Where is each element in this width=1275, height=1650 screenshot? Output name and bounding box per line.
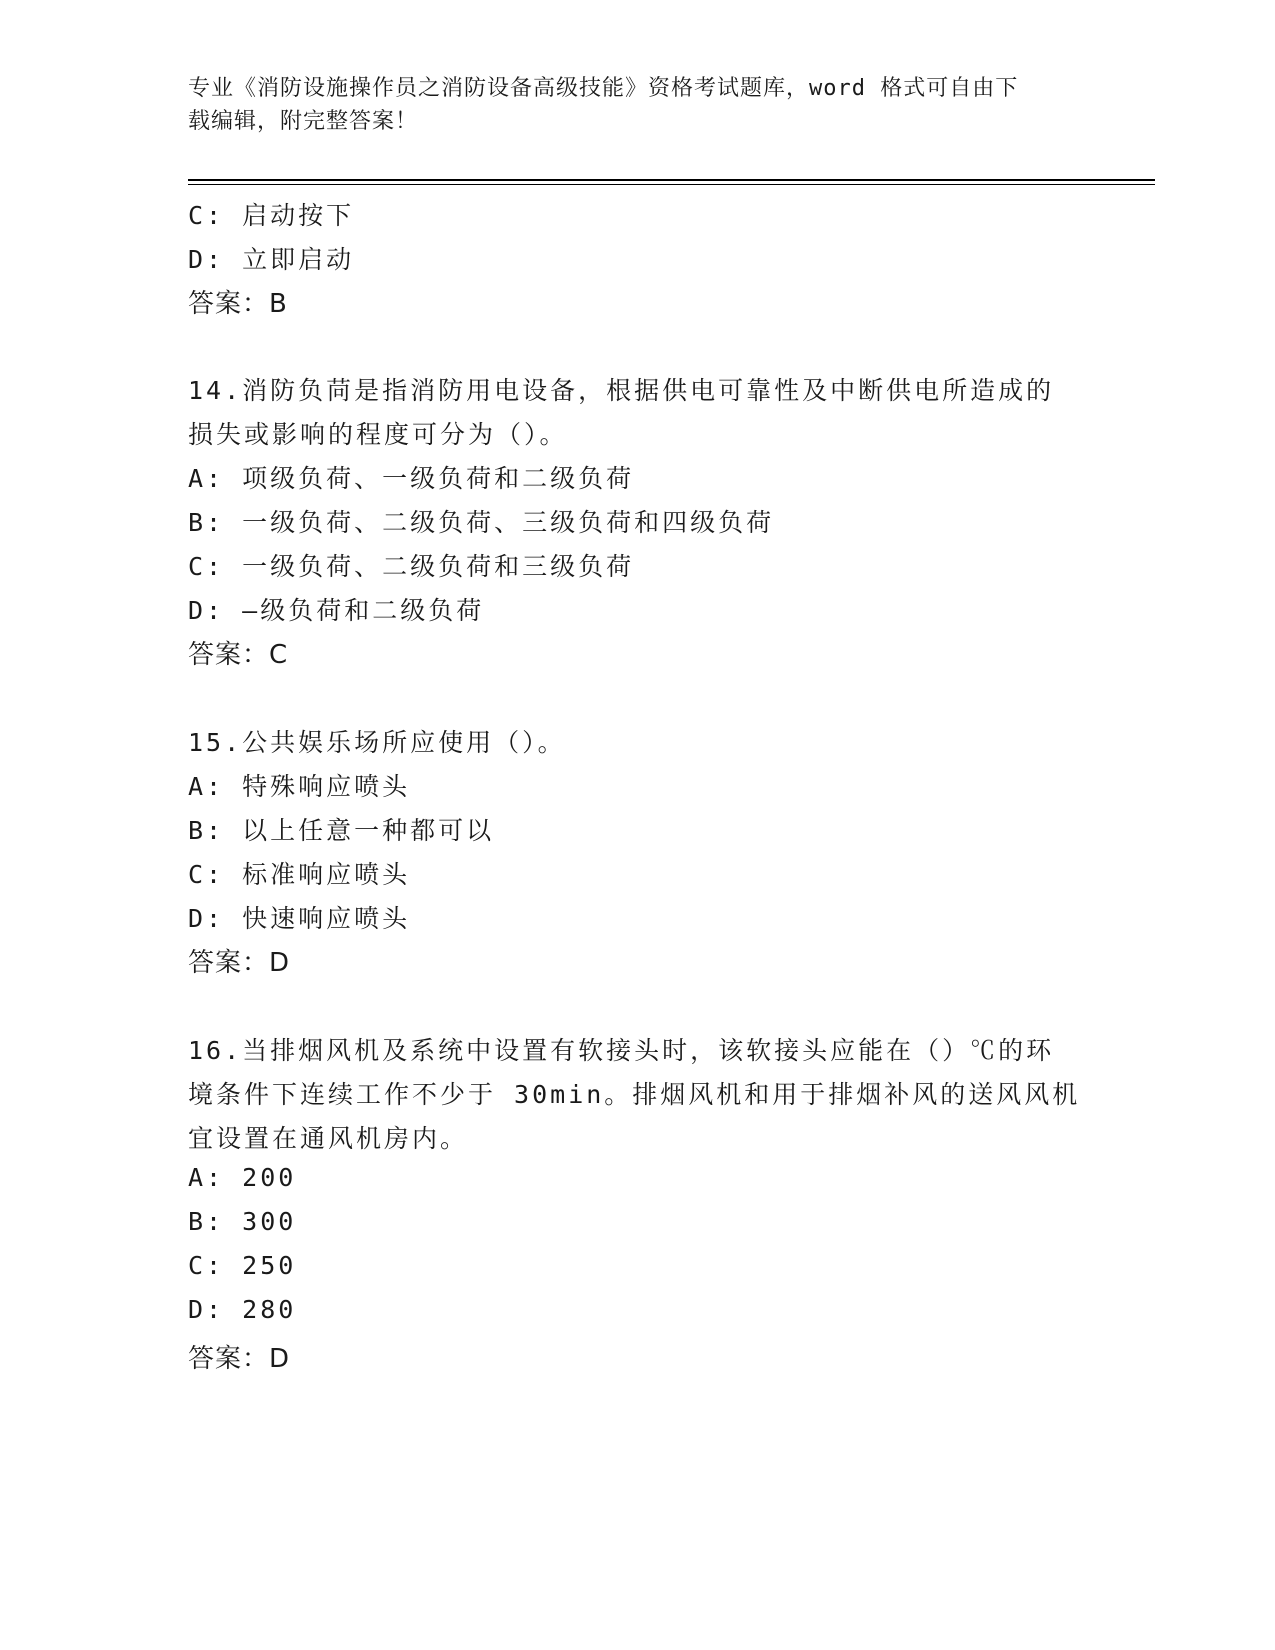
q16-stem-line-3: 宜设置在通风机房内。 (188, 1124, 469, 1153)
q16-option-c: C: 250 (188, 1251, 297, 1280)
q16-option-b: B: 300 (188, 1207, 297, 1236)
q14-stem-line-1: 14.消防负苘是指消防用电设备，根据供电可靠性及中断供电所造成的 (188, 376, 1055, 405)
q15-option-d: D: 快速响应喷头 (188, 904, 411, 933)
header-divider-thick (188, 179, 1155, 181)
header-divider-thin (188, 184, 1155, 185)
q16-stem-line-2: 境条件下连续工作不少于 30min。排烟风机和用于排烟补风的送风风机 (188, 1080, 1081, 1109)
q15-option-c: C: 标准响应喷头 (188, 860, 411, 889)
q16-option-a: A: 200 (188, 1163, 297, 1192)
q15-option-b: B: 以上任意一种都可以 (188, 816, 495, 845)
q14-option-b: B: 一级负荷、二级负荷、三级负荷和四级负荷 (188, 508, 775, 537)
document-header (188, 72, 1088, 138)
q14-answer: 答案：C (188, 640, 289, 670)
q14-option-a: A: 项级负荷、一级负荷和二级负荷 (188, 464, 635, 493)
q13-option-c: C: 启动按下 (188, 201, 355, 230)
q16-option-d: D: 280 (188, 1295, 297, 1324)
q13-option-d: D: 立即启动 (188, 245, 355, 274)
q16-stem-line-1: 16.当排烟风机及系统中设置有软接头时，该软接头应能在（）℃的环 (188, 1036, 1055, 1065)
q15-option-a: A: 特殊响应喷头 (188, 772, 411, 801)
q15-answer: 答案：D (188, 948, 291, 978)
q15-stem-line-1: 15.公共娱乐场所应使用（）。 (188, 728, 566, 757)
header-line-1: 专业《消防设施操作员之消防设备高级技能》资格考试题库，word 格式可自由下 (188, 76, 1019, 101)
q14-stem-line-2: 损失或影响的程度可分为（）。 (188, 420, 568, 449)
header-line-2: 载编辑，附完整答案！ (188, 109, 419, 134)
q14-option-c: C: 一级负荷、二级负荷和三级负荷 (188, 552, 635, 581)
q14-option-d: D: —级负荷和二级负荷 (188, 596, 485, 625)
q16-answer: 答案：D (188, 1344, 291, 1374)
q13-answer: 答案：B (188, 289, 288, 319)
